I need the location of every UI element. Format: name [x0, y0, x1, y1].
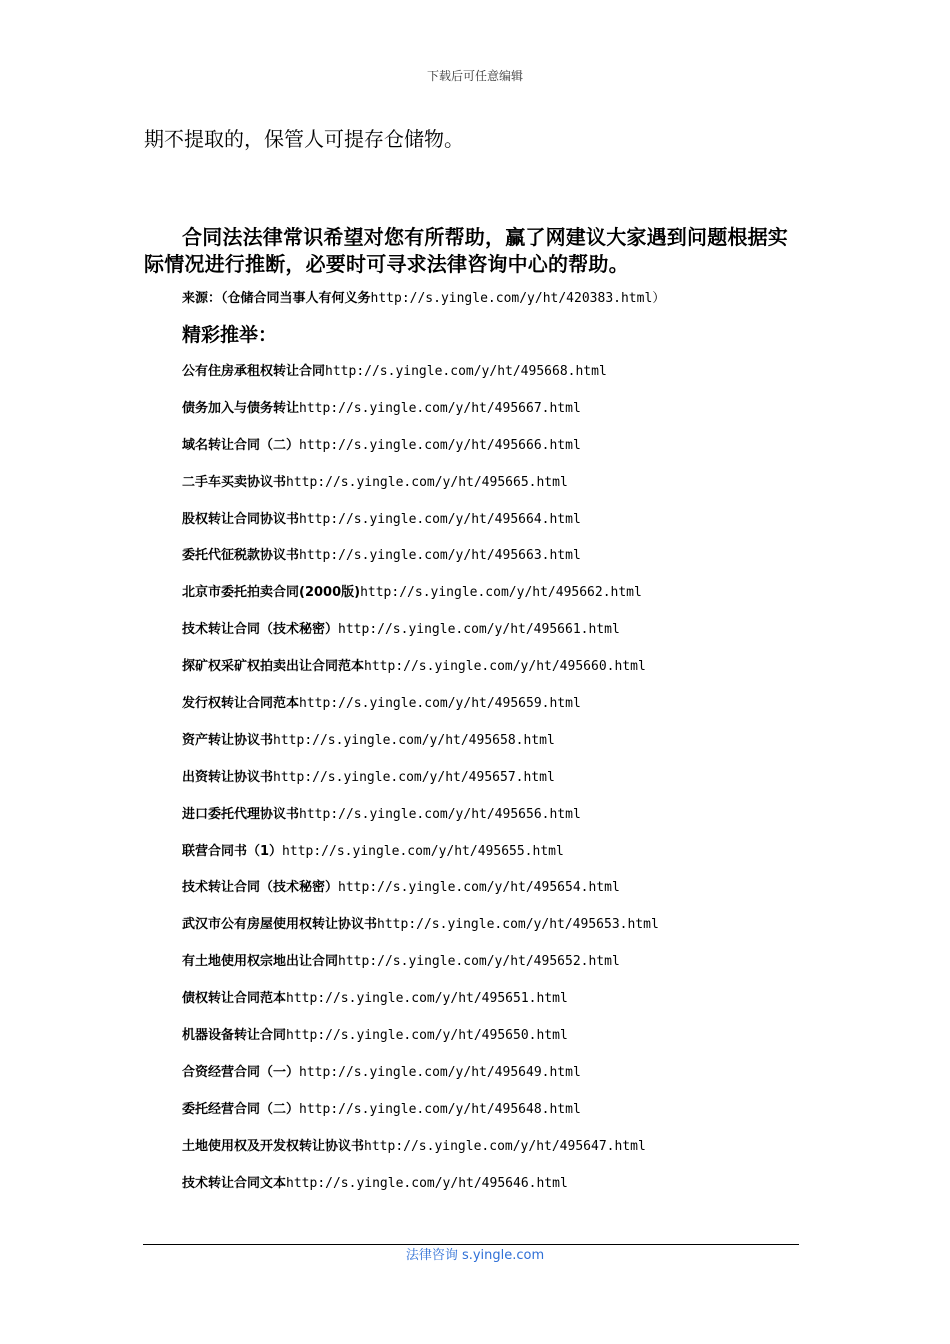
list-item[interactable] — [182, 362, 802, 399]
recommendation-title: 土地使用权及开发权转让协议书 — [182, 1138, 365, 1154]
recommendation-title: 二手车买卖协议书 — [182, 474, 287, 490]
recommendation-title: 技术转让合同（技术秘密） — [182, 880, 339, 896]
recommendation-title: 武汉市公有房屋使用权转让协议书 — [182, 917, 378, 933]
list-item[interactable] — [182, 657, 802, 694]
recommendation-link[interactable]: http://s.yingle.com/y/ht/495650.html — [286, 1028, 568, 1044]
recommendation-title: 委托代征税款协议书 — [182, 548, 300, 564]
list-item[interactable] — [182, 1026, 802, 1063]
footer-link[interactable]: 法律咨询 s.yingle.com — [405, 1248, 545, 1263]
recommendation-title: 股权转让合同协议书 — [182, 511, 300, 527]
recommendation-title: 域名转让合同（二） — [182, 437, 300, 453]
source-line — [182, 289, 802, 309]
list-item[interactable] — [182, 842, 802, 879]
recommendation-link[interactable]: http://s.yingle.com/y/ht/495662.html — [360, 585, 642, 601]
advice-paragraph: 合同法法律常识希望对您有所帮助，赢了网建议大家遇到问题根据实际情况进行推断，必要时可寻求法律咨询中心的帮助。 — [144, 225, 788, 276]
list-item[interactable] — [182, 1100, 802, 1137]
recommendation-link[interactable]: http://s.yingle.com/y/ht/495661.html — [338, 622, 620, 638]
recommendation-link[interactable]: http://s.yingle.com/y/ht/495658.html — [273, 732, 555, 748]
recommendation-title: 机器设备转让合同 — [182, 1028, 287, 1044]
recommendation-link[interactable]: http://s.yingle.com/y/ht/495663.html — [299, 548, 581, 564]
list-item[interactable] — [182, 399, 802, 436]
recommendation-link[interactable]: http://s.yingle.com/y/ht/495648.html — [299, 1101, 581, 1117]
list-item[interactable] — [182, 473, 802, 510]
recommendation-title: 北京市委托拍卖合同(2000版) — [182, 585, 361, 601]
source-label: 来源：（仓储合同当事人有何义务 — [182, 291, 371, 306]
recommendation-link[interactable]: http://s.yingle.com/y/ht/495657.html — [273, 769, 555, 785]
recommendation-link[interactable]: http://s.yingle.com/y/ht/495653.html — [377, 917, 659, 933]
list-item[interactable] — [182, 768, 802, 805]
source-url[interactable]: http://s.yingle.com/y/ht/420383.html） — [370, 291, 666, 306]
recommendation-title: 有土地使用权宗地出让合同 — [182, 954, 339, 970]
list-item[interactable] — [182, 510, 802, 547]
list-item[interactable] — [182, 546, 802, 583]
recommendation-title: 进口委托代理协议书 — [182, 806, 300, 822]
list-item[interactable] — [182, 694, 802, 731]
recommendation-link[interactable]: http://s.yingle.com/y/ht/495649.html — [299, 1064, 581, 1080]
recommendation-link[interactable]: http://s.yingle.com/y/ht/495666.html — [299, 437, 581, 453]
recommendation-link[interactable]: http://s.yingle.com/y/ht/495651.html — [286, 991, 568, 1007]
recommend-heading: 精彩推举： — [182, 324, 278, 346]
list-item[interactable] — [182, 915, 802, 952]
recommendation-title: 债权转让合同范本 — [182, 991, 287, 1007]
list-item[interactable] — [182, 583, 802, 620]
list-item[interactable] — [182, 878, 802, 915]
recommendation-title: 出资转让协议书 — [182, 769, 274, 785]
recommendation-link[interactable]: http://s.yingle.com/y/ht/495659.html — [299, 696, 581, 712]
recommendation-link[interactable]: http://s.yingle.com/y/ht/495647.html — [364, 1138, 646, 1154]
recommendation-link[interactable]: http://s.yingle.com/y/ht/495656.html — [299, 806, 581, 822]
recommendation-title: 资产转让协议书 — [182, 732, 274, 748]
list-item[interactable] — [182, 805, 802, 842]
list-item[interactable] — [182, 1063, 802, 1100]
recommendation-title: 合资经营合同（一） — [182, 1064, 300, 1080]
page-header-note: 下载后可任意编辑 — [426, 69, 523, 83]
recommendation-link[interactable]: http://s.yingle.com/y/ht/495665.html — [286, 474, 568, 490]
recommendation-title: 联营合同书（1） — [182, 843, 283, 859]
list-item[interactable] — [182, 1174, 802, 1211]
recommendation-title: 探矿权采矿权拍卖出让合同范本 — [182, 659, 365, 675]
recommendation-title: 委托经营合同（二） — [182, 1101, 300, 1117]
recommendation-link[interactable]: http://s.yingle.com/y/ht/495667.html — [299, 400, 581, 416]
continuation-paragraph: 期不提取的，保管人可提存仓储物。 — [144, 127, 464, 151]
list-item[interactable] — [182, 731, 802, 768]
list-item[interactable] — [182, 989, 802, 1026]
recommendation-link[interactable]: http://s.yingle.com/y/ht/495654.html — [338, 880, 620, 896]
recommendation-title: 发行权转让合同范本 — [182, 696, 300, 712]
list-item[interactable] — [182, 620, 802, 657]
recommendation-link[interactable]: http://s.yingle.com/y/ht/495660.html — [364, 659, 646, 675]
recommendation-title: 技术转让合同（技术秘密） — [182, 622, 339, 638]
recommendation-link[interactable]: http://s.yingle.com/y/ht/495655.html — [282, 843, 564, 859]
recommendation-list — [182, 362, 802, 1210]
recommendation-link[interactable]: http://s.yingle.com/y/ht/495664.html — [299, 511, 581, 527]
recommendation-link[interactable]: http://s.yingle.com/y/ht/495652.html — [338, 954, 620, 970]
list-item[interactable] — [182, 952, 802, 989]
recommendation-link[interactable]: http://s.yingle.com/y/ht/495668.html — [325, 364, 607, 379]
list-item[interactable] — [182, 436, 802, 473]
recommendation-title: 公有住房承租权转让合同 — [182, 364, 326, 379]
recommendation-title: 技术转让合同文本 — [182, 1175, 287, 1191]
recommendation-title: 债务加入与债务转让 — [182, 400, 300, 416]
list-item[interactable] — [182, 1137, 802, 1174]
recommendation-link[interactable]: http://s.yingle.com/y/ht/495646.html — [286, 1175, 568, 1191]
footer-divider — [143, 1244, 799, 1245]
